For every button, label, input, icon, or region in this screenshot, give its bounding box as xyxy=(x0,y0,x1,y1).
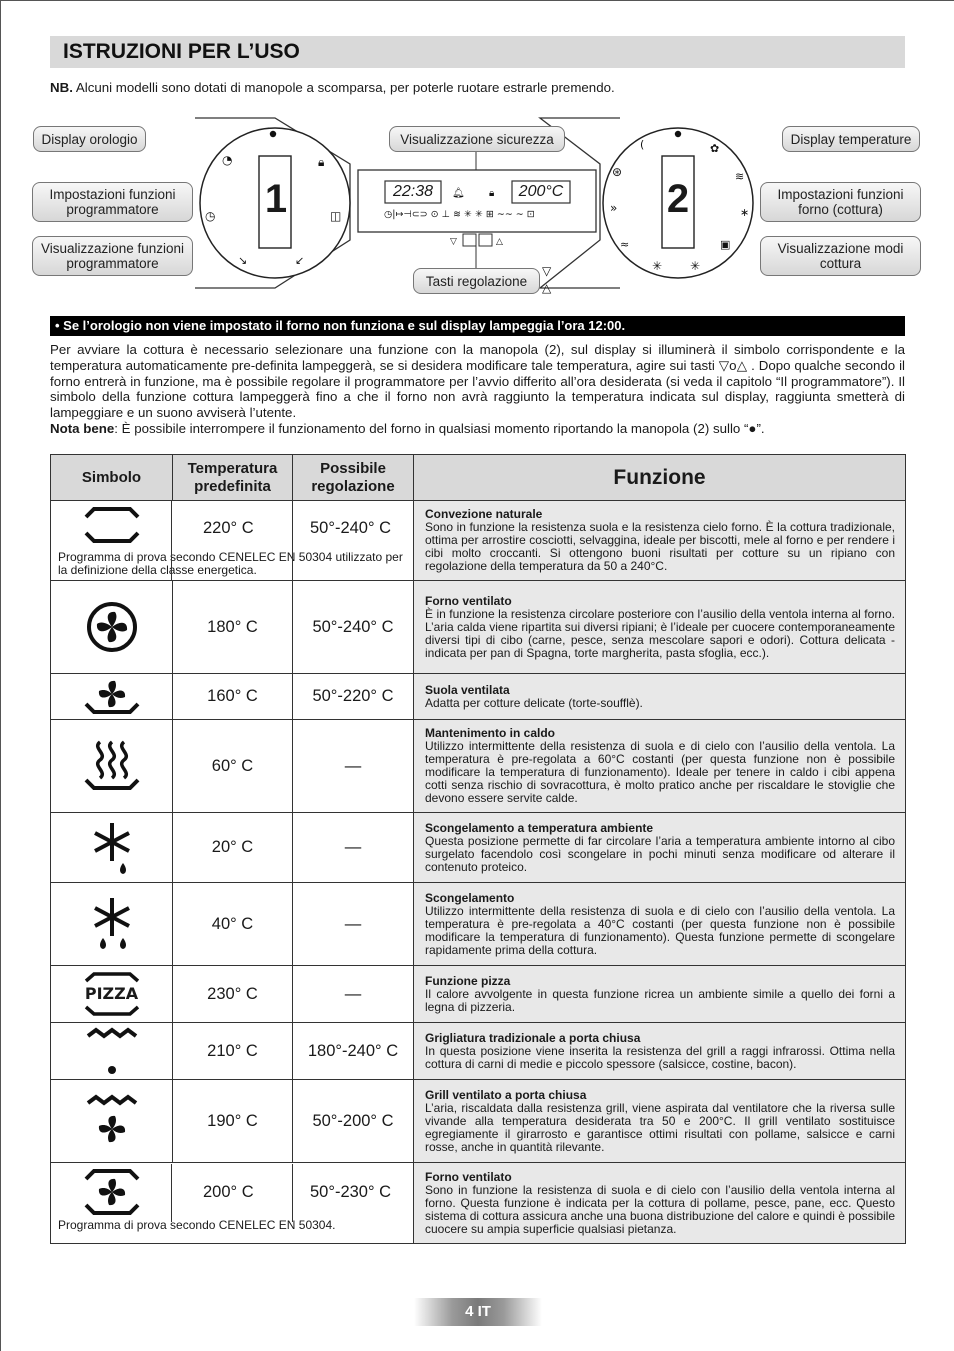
svg-text:▽: ▽ xyxy=(542,264,552,278)
fan-circle-icon xyxy=(85,600,139,654)
default-temperature: 40° C xyxy=(173,883,293,966)
function-title: Suola ventilata xyxy=(425,682,510,697)
symbol-cell xyxy=(51,581,173,674)
defrost-ambient-icon xyxy=(87,819,137,877)
panel-icon-strip: ◷|↦⊣⊂⊃ ⊙ ⊥ ≋ ✳ ✳ ⊞ ∼∼ ∼ ⊡ xyxy=(384,209,535,220)
defrost-icon xyxy=(87,894,137,954)
default-temperature: 210° C xyxy=(173,1023,293,1080)
default-temperature: 190° C xyxy=(173,1080,293,1163)
svg-text:🔔︎: 🔔︎ xyxy=(452,188,465,199)
default-temperature: 220° C xyxy=(203,519,254,537)
label-impostazioni-programmatore: Impostazioni funzioni programmatore xyxy=(32,182,193,222)
header-temperatura: Temperatura predefinita xyxy=(173,455,293,501)
function-text: Adatta per cotture delicate (torte-soufflè). xyxy=(425,695,643,710)
functions-table xyxy=(50,454,906,1244)
convection-icon xyxy=(82,505,142,545)
grill-icon xyxy=(82,1026,142,1076)
page-number: 4 IT xyxy=(414,1298,542,1326)
temperature-range: 50°-220° C xyxy=(293,674,414,720)
function-description xyxy=(414,581,906,674)
function-text: In questa posizione viene inserita la resistenza del grill a raggi infrarossi. Ottima nella cottura di carni di medie e piccolo spessore (salsicce, costine, bacon). xyxy=(425,1043,895,1071)
svg-text:✿: ✿ xyxy=(710,142,720,155)
function-description xyxy=(414,720,906,813)
column-divider xyxy=(292,500,293,580)
pizza-icon-label: PIZZA xyxy=(84,984,139,1003)
header-simbolo: Simbolo xyxy=(51,455,173,501)
label-visualizzazione-programmatore: Visualizzazione funzioni programmatore xyxy=(32,236,193,276)
temperature-range: 50°-200° C xyxy=(293,1080,414,1163)
function-title: Mantenimento in caldo xyxy=(425,726,556,740)
nb-note xyxy=(50,80,905,95)
svg-text:✳: ✳ xyxy=(690,259,701,273)
nota-bene-label: Nota bene xyxy=(50,420,115,436)
table-row xyxy=(51,813,906,883)
table-header-row xyxy=(51,455,906,501)
temperature-range: 50°-240° C xyxy=(310,519,392,537)
function-description xyxy=(414,501,906,581)
function-description xyxy=(414,1163,906,1244)
svg-text:»: » xyxy=(610,201,618,215)
nb-label: NB. xyxy=(50,80,73,95)
temperature-range: 50°-240° C xyxy=(293,581,414,674)
symbol-cell xyxy=(51,1080,173,1163)
function-description xyxy=(414,813,906,883)
function-title: Funzione pizza xyxy=(425,973,511,988)
symbol-cell xyxy=(51,720,173,813)
instructions-paragraph: Per avviare la cottura è necessario selezionare una funzione con la manopola (2), sul display si illuminerà il simbolo corrispondente e la temperatura automaticamente pre-definita lampeggerà, se si desidera modificare tale temperatura, agire sui tasti ▽o△ . Dopo qualche secondo il forno entrerà in funzione, ma è possibile regolare il programmatore per l’avvio differito all’ora desiderata (si veda il capitolo “Il programmatore”). Il simbolo della funzione cottura lampeggerà fino a che il forno non avrà raggiunto la temperatura indicata sul display, raggiunta smetterà di lampeggiare e un suono avviserà l’utente. xyxy=(50,342,905,421)
function-title: Convezione naturale xyxy=(425,507,543,521)
svg-text:▽: ▽ xyxy=(450,237,457,247)
label-visualizzazione-sicurezza: Visualizzazione sicurezza xyxy=(389,126,565,152)
svg-text:↙: ↙ xyxy=(295,254,305,267)
table-row xyxy=(51,883,906,966)
column-divider xyxy=(171,500,172,580)
label-tasti-regolazione: Tasti regolazione xyxy=(413,268,540,294)
temperature-range: — xyxy=(293,966,414,1023)
svg-text:≋: ≋ xyxy=(735,170,745,183)
nota-bene xyxy=(50,421,905,437)
function-text: Utilizzo intermittente della resistenza di suola e di cielo con l’ausilio della ventola. La temperatura è pre-regolata a 40°C costanti (per questa funzione non è possibile modificare la temperatura di funzionamento). Questa funzione permette di scongelare rapidamente prima della cottura. xyxy=(425,903,895,957)
symbol-cell xyxy=(51,501,414,581)
function-text: Questa posizione permette di far circolare l’aria a temperatura ambiente intorno al cibo surgelato facendolo così scongelare in pochi minuti senza modificare od alterare il contenuto proteico. xyxy=(425,833,895,874)
svg-text:◔: ◔ xyxy=(222,153,233,167)
function-description xyxy=(414,966,906,1023)
label-display-orologio: Display orologio xyxy=(33,126,146,152)
svg-text:⊛: ⊛ xyxy=(612,165,623,179)
table-row xyxy=(51,1023,906,1080)
function-description xyxy=(414,1080,906,1163)
knob-1-number: 1 xyxy=(264,177,288,221)
symbol-cell xyxy=(51,674,173,720)
temperature-display: 200°C xyxy=(518,183,564,200)
temperature-range: — xyxy=(293,813,414,883)
warning-bar: • Se l’orologio non viene impostato il forno non funziona e sul display lampeggia l’ora 12:00. xyxy=(50,316,905,336)
symbol-cell xyxy=(51,883,173,966)
symbol-cell xyxy=(51,1023,173,1080)
svg-text:↘: ↘ xyxy=(238,254,248,267)
svg-text:≈: ≈ xyxy=(620,238,630,251)
label-impostazioni-forno: Impostazioni funzioni forno (cottura) xyxy=(760,182,921,222)
fan-bottom-icon xyxy=(82,676,142,718)
control-panel-diagram xyxy=(0,112,954,302)
symbol-cell xyxy=(51,813,173,883)
default-temperature: 230° C xyxy=(173,966,293,1023)
table-row xyxy=(51,1080,906,1163)
pizza-icon xyxy=(82,971,142,1017)
svg-text:△: △ xyxy=(542,281,552,295)
column-divider xyxy=(171,1164,172,1222)
table-row xyxy=(51,581,906,674)
temperature-range: — xyxy=(293,883,414,966)
table-row xyxy=(51,720,906,813)
svg-text:∗: ∗ xyxy=(740,206,750,219)
svg-text:▣: ▣ xyxy=(720,238,731,251)
default-temperature: 180° C xyxy=(173,581,293,674)
temperature-range: 180°-240° C xyxy=(293,1023,414,1080)
svg-text:✳: ✳ xyxy=(652,259,663,273)
function-title: Scongelamento xyxy=(425,890,515,905)
svg-text:🔒︎: 🔒︎ xyxy=(489,188,495,199)
function-text: Sono in funzione la resistenza suola e la resistenza cielo forno. È la cottura tradizionale, ottima per arrostire cosciotti, selvaggina, ideale per biscotti, mele al forno e per rendere i cibi molto croccanti. Si ottengono buoni risultati per cotture su un ripiano con regolazione della temperatura da 50 a 240°C. xyxy=(425,520,895,573)
page-title: ISTRUZIONI PER L’USO xyxy=(50,36,905,68)
header-funzione: Funzione xyxy=(414,455,906,501)
instructions-text xyxy=(50,342,905,437)
default-temperature: 60° C xyxy=(173,720,293,813)
function-title: Scongelamento a temperatura ambiente xyxy=(425,820,654,835)
default-temperature: 160° C xyxy=(173,674,293,720)
svg-text:◫: ◫ xyxy=(330,209,342,223)
test-program-note: Programma di prova secondo CENELEC EN 50304 utilizzato per la definizione della classe energetica. xyxy=(58,550,403,577)
header-regolazione: Possibile regolazione xyxy=(293,455,414,501)
function-title: Forno ventilato xyxy=(425,593,512,608)
table-row xyxy=(51,1163,906,1244)
function-text: Sono in funzione la resistenza di suola e di cielo con l’ausilio della ventola interna al forno. Questa funzione è indicata per la cottura di pollame, pesce, pane, ecc. Questo sistema di cottura assicura anche una buona distribuzione del calore e quindi è possibile cuocere su ampia superficie qualsiasi pietanza. xyxy=(425,1182,895,1236)
nb-text: Alcuni modelli sono dotati di manopole a scomparsa, per poterle ruotare estrarle premendo. xyxy=(72,80,615,95)
temperature-range: — xyxy=(293,720,414,813)
column-divider xyxy=(292,1164,293,1222)
clock-display: 22:38 xyxy=(392,183,434,200)
function-text: Il calore avvolgente in questa funzione ricrea un ambiente simile a quello dei forni a legna di pizzeria. xyxy=(425,986,895,1014)
function-text: È in funzione la resistenza circolare posteriore con l’ausilio della ventola interna al forno. L’aria calda viene ripartita sui diversi ripiani; è l’ideale per cuocere contemporaneamente diversi tipi di cibo (carne, pesce, senza mescolare sapori e odori). Cottura delicata - indicata per pan di Spagna, torte margherita, pasta sfoglia, ecc.). xyxy=(425,606,895,660)
function-title: Forno ventilato xyxy=(425,1169,512,1184)
function-text: L’aria, riscaldata dalla resistenza grill, viene aspirata dal ventilatore che la riversa sulle vivande alla temperatura desiderata tra 50 e 200°C. Il grill ventilato sostituisce egregiamente il girarrosto e garantisce ottimi risultati con pollame, salsicce e carni rosse, anche in quantità rilevante. xyxy=(425,1100,895,1154)
fan-convection-icon xyxy=(82,1167,142,1217)
symbol-cell xyxy=(51,966,173,1023)
function-description xyxy=(414,883,906,966)
svg-text:◷: ◷ xyxy=(205,209,216,223)
temperature-range: 50°-230° C xyxy=(310,1183,392,1201)
function-description xyxy=(414,1023,906,1080)
symbol-cell xyxy=(51,1163,414,1244)
table-row xyxy=(51,966,906,1023)
label-visualizzazione-modi: Visualizzazione modi cottura xyxy=(760,236,921,276)
default-temperature: 200° C xyxy=(203,1183,254,1201)
grill-fan-icon xyxy=(82,1093,142,1149)
label-display-temperature: Display temperature xyxy=(782,126,920,152)
svg-text:△: △ xyxy=(496,237,503,247)
default-temperature: 20° C xyxy=(173,813,293,883)
function-title: Grigliatura tradizionale a porta chiusa xyxy=(425,1030,641,1045)
function-text: Utilizzo intermittente della resistenza di suola e di cielo con l’ausilio della ventola. La temperatura è pre-regolata a 60°C costanti (per questa funzione non è possibile modificare la temperatura di funzionamento). Ideale per tenere in caldo i cibi appena cotti senza rischio di sovracottura, è molto pratico anche per riscaldare le stoviglie che devono essere servite calde. xyxy=(425,739,895,805)
keep-warm-icon xyxy=(82,738,142,794)
table-row xyxy=(51,501,906,581)
svg-text:🔒︎: 🔒︎ xyxy=(318,155,325,169)
function-title: Grill ventilato a porta chiusa xyxy=(425,1087,587,1102)
knob-2-number: 2 xyxy=(666,177,690,221)
nota-bene-text: : È possibile interrompere il funzionamento del forno in qualsiasi momento riportando la manopola (2) sullo “●”. xyxy=(114,420,765,436)
svg-text:(: ( xyxy=(640,138,645,151)
test-program-note: Programma di prova secondo CENELEC EN 50304. xyxy=(58,1218,336,1232)
table-row xyxy=(51,674,906,720)
function-description xyxy=(414,674,906,720)
